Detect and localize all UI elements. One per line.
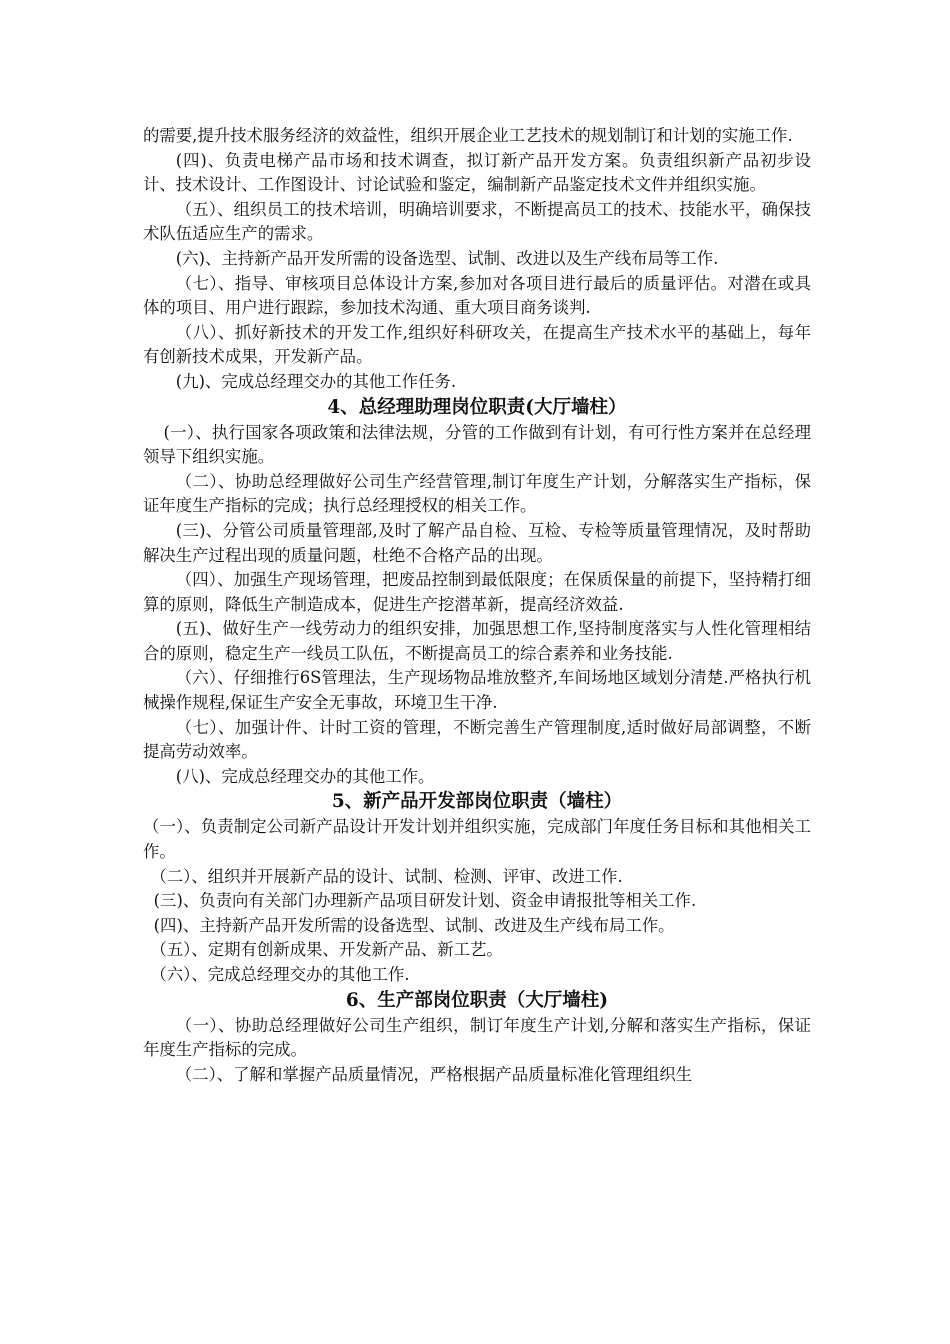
paragraph: (四)、负责电梯产品市场和技术调查，拟订新产品开发方案。负责组织新产品初步设计、技术设计、工作图设计、讨论试验和鉴定，编制新产品鉴定技术文件并组织实施。 <box>143 150 811 195</box>
list-item: （二）、了解和掌握产品质量情况，严格根据产品质量标准化管理组织生 <box>175 1064 693 1084</box>
list-item: （一）、协助总经理做好公司生产组织，制订年度生产计划,分解和落实生产指标，保证年度生产指标的完成。 <box>143 1015 811 1060</box>
section-heading: 6、生产部岗位职责（大厅墙柱) <box>345 989 609 1011</box>
list-item: (五)、做好生产一线劳动力的组织安排，加强思想工作,坚持制度落实与人性化管理相结合的原则，稳定生产一线员工队伍，不断提高员工的综合素养和业务技能. <box>143 619 811 663</box>
paragraph: （七）、指导、审核项目总体设计方案,参加对各项目进行最后的质量评估。对潜在或具体的项目、用户进行跟踪，参加技术沟通、重大项目商务谈判. <box>143 273 811 318</box>
paragraph: (六)、主持新产品开发所需的设备选型、试制、改进以及生产线布局等工作. <box>175 248 719 268</box>
list-item: （五）、定期有创新成果、开发新产品、新工艺。 <box>150 940 503 960</box>
paragraph: (九)、完成总经理交办的其他工作任务. <box>175 371 457 391</box>
list-item: （七）、加强计件、计时工资的管理，不断完善生产管理制度,适时做好局部调整，不断提高劳动效率。 <box>143 717 811 762</box>
list-item: (四)、主持新产品开发所需的设备选型、试制、改进及生产线布局工作。 <box>153 915 675 935</box>
document-body <box>143 124 811 1087</box>
section-heading: 5、新产品开发部岗位职责（墙柱） <box>331 791 623 813</box>
list-item: （六）、仔细推行6S管理法，生产现场物品堆放整齐,车间场地区域划分清楚.严格执行机械操作规程,保证生产安全无事故，环境卫生干净. <box>143 668 811 713</box>
paragraph: 的需要,提升技术服务经济的效益性，组织开展企业工艺技术的规划制订和计划的实施工作. <box>143 126 793 145</box>
list-item: (八)、完成总经理交办的其他工作。 <box>175 766 435 786</box>
list-item: (三)、分管公司质量管理部,及时了解产品自检、互检、专检等质量管理情况，及时帮助解决生产过程出现的质量问题，杜绝不合格产品的出现。 <box>143 520 811 565</box>
list-item: （四）、加强生产现场管理，把废品控制到最低限度；在保质保量的前提下，坚持精打细算的原则，降低生产制造成本，促进生产挖潜革新，提高经济效益. <box>143 570 811 614</box>
list-item: (一）、执行国家各项政策和法律法规，分管的工作做到有计划，有可行性方案并在总经理领导下组织实施。 <box>143 422 811 467</box>
list-item: （一）、负责制定公司新产品设计开发计划并组织实施，完成部门年度任务目标和其他相关工作。 <box>143 817 811 862</box>
list-item: （二）、协助总经理做好公司生产经营管理,制订年度生产计划，分解落实生产指标，保证年度生产指标的完成；执行总经理授权的相关工作。 <box>143 471 811 516</box>
paragraph: （五）、组织员工的技术培训，明确培训要求，不断提高员工的技术、技能水平，确保技术队伍适应生产的需求。 <box>143 199 811 244</box>
list-item: (三)、负责向有关部门办理新产品项目研发计划、资金申请报批等相关工作. <box>153 891 697 911</box>
list-item: （六）、完成总经理交办的其他工作. <box>150 965 410 984</box>
paragraph: （八）、抓好新技术的开发工作,组织好科研攻关，在提高生产技术水平的基础上，每年有创新技术成果，开发新产品。 <box>143 322 811 367</box>
section-heading: 4、总经理助理岗位职责(大厅墙柱） <box>327 396 627 418</box>
list-item: （二）、组织并开展新产品的设计、试制、检测、评审、改进工作. <box>150 866 623 886</box>
